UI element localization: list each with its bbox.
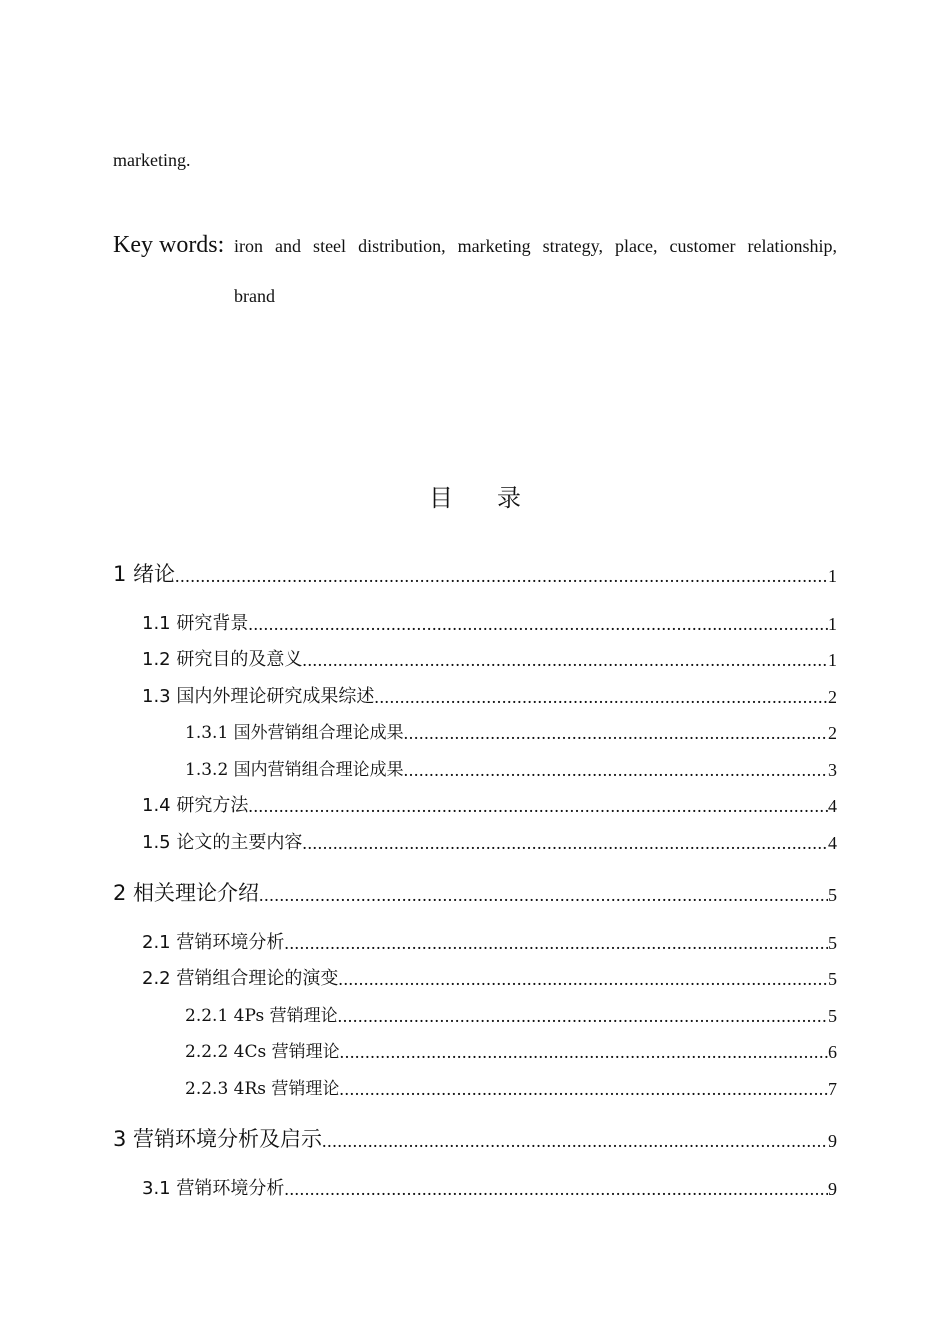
toc-leader-dots: [322, 1129, 828, 1153]
toc-page-number: 5: [828, 933, 837, 953]
toc-entry-text: 1.3.2 国内营销组合理论成果: [185, 760, 404, 780]
toc-leader-dots: [175, 564, 828, 588]
toc-page-number: 1: [828, 614, 837, 634]
toc-page-number: 1: [828, 566, 837, 586]
toc-entry-1-5[interactable]: [142, 831, 837, 855]
toc-entry-text: 1.5 论文的主要内容: [142, 832, 303, 853]
toc-page-number: 4: [828, 796, 837, 816]
toc-entry-text: 1.2 研究目的及意义: [142, 649, 303, 670]
toc-entry-3-1[interactable]: [142, 1177, 837, 1201]
toc-leader-dots: [338, 967, 828, 991]
toc-entry-text: 3 营销环境分析及启示: [113, 1127, 323, 1151]
toc-entry-2-2-1[interactable]: [185, 1004, 837, 1028]
toc-page-number: 4: [828, 833, 837, 853]
toc-entry-text: 1.3 国内外理论研究成果综述: [142, 686, 375, 707]
toc-entry-2-1[interactable]: [142, 931, 837, 955]
toc-entry-2[interactable]: [113, 879, 837, 907]
toc-entry-2-2-2[interactable]: [185, 1040, 837, 1064]
toc-entry-1-2[interactable]: [142, 648, 837, 672]
toc-leader-dots: [404, 721, 828, 745]
toc-page-number: 5: [828, 885, 837, 905]
toc-page-number: 3: [828, 760, 837, 780]
toc-entry-1[interactable]: [113, 560, 837, 588]
toc-entry-text: 3.1 营销环境分析: [142, 1178, 285, 1199]
toc-entry-1-1[interactable]: [142, 612, 837, 636]
toc-page-number: 5: [828, 969, 837, 989]
toc-leader-dots: [248, 794, 828, 818]
toc-page-number: 6: [828, 1042, 837, 1062]
toc-leader-dots: [404, 758, 828, 782]
toc-entry-text: 1.3.1 国外营销组合理论成果: [185, 723, 404, 743]
toc-title: 目录: [429, 484, 565, 512]
toc-entry-text: 2.2.3 4Rs 营销理论: [185, 1079, 340, 1099]
toc-page-number: 9: [828, 1131, 837, 1151]
toc-entry-1-3-2[interactable]: [185, 758, 837, 782]
toc-leader-dots: [248, 612, 828, 636]
toc-entry-text: 2.2 营销组合理论的演变: [142, 968, 339, 989]
toc-leader-dots: [338, 1004, 828, 1028]
toc-leader-dots: [302, 648, 828, 672]
toc-entry-text: 2.1 营销环境分析: [142, 932, 285, 953]
toc-entry-1-4[interactable]: [142, 794, 837, 818]
toc-entry-text: 1.4 研究方法: [142, 795, 249, 816]
toc-leader-dots: [259, 883, 828, 907]
toc-entry-2-2[interactable]: [142, 967, 837, 991]
toc-page-number: 5: [828, 1006, 837, 1026]
toc-entry-text: 2.2.1 4Ps 营销理论: [185, 1006, 338, 1026]
toc-leader-dots: [340, 1040, 828, 1064]
keywords-line-2: brand: [234, 286, 275, 306]
toc-entry-text: 1 绪论: [113, 562, 176, 586]
toc-entry-2-2-3[interactable]: [185, 1077, 837, 1101]
toc-page-number: 2: [828, 723, 837, 743]
toc-entry-1-3-1[interactable]: [185, 721, 837, 745]
keywords-line-1: iron and steel distribution, marketing strategy, place, customer relationship,: [234, 236, 837, 256]
toc-entry-3[interactable]: [113, 1125, 837, 1153]
toc-entry-text: 1.1 研究背景: [142, 613, 249, 634]
toc-page-number: 1: [828, 650, 837, 670]
toc-leader-dots: [374, 685, 828, 709]
toc-leader-dots: [284, 931, 828, 955]
toc-page-number: 9: [828, 1179, 837, 1199]
toc-leader-dots: [302, 831, 828, 855]
abstract-tail-text: marketing.: [113, 150, 191, 170]
toc-leader-dots: [284, 1177, 828, 1201]
toc-entry-text: 2 相关理论介绍: [113, 881, 260, 905]
toc-entry-text: 2.2.2 4Cs 营销理论: [185, 1042, 340, 1062]
keywords-label: Key words:: [113, 232, 225, 258]
toc-entry-1-3[interactable]: [142, 685, 837, 709]
toc-page-number: 2: [828, 687, 837, 707]
toc-page-number: 7: [828, 1079, 837, 1099]
toc-leader-dots: [339, 1077, 828, 1101]
